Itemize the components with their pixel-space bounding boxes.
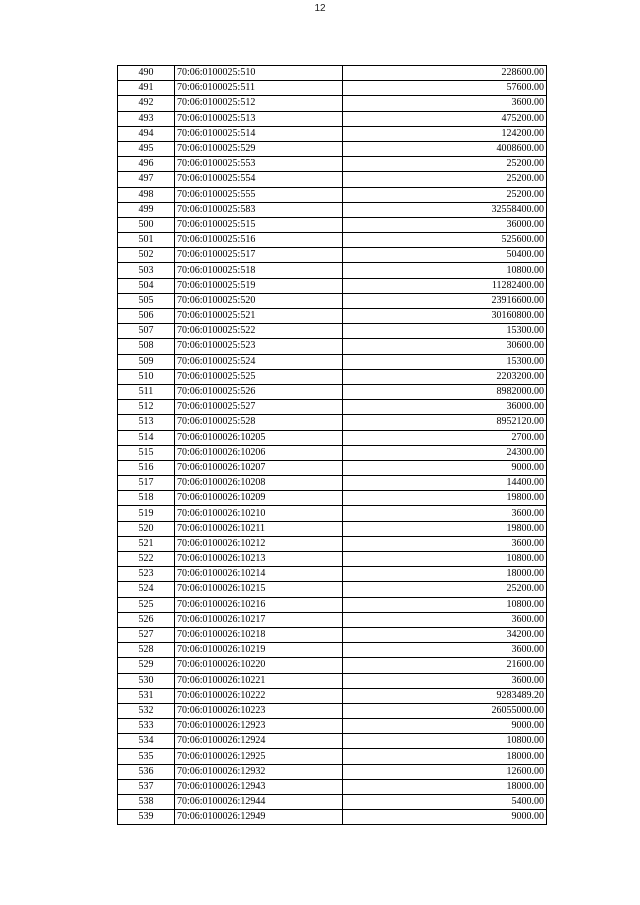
cadastral-number-cell: 70:06:0100025:519: [175, 278, 343, 293]
value-cell: 26055000.00: [343, 703, 547, 718]
cadastral-number-cell: 70:06:0100025:553: [175, 157, 343, 172]
cadastral-number-cell: 70:06:0100025:511: [175, 81, 343, 96]
table-row: [118, 339, 547, 354]
row-number-cell: 535: [118, 749, 175, 764]
value-cell: 3600.00: [343, 506, 547, 521]
cadastral-number-cell: 70:06:0100025:529: [175, 141, 343, 156]
table-row: [118, 627, 547, 642]
table-row: [118, 597, 547, 612]
value-cell: 9000.00: [343, 719, 547, 734]
cadastral-number-cell: 70:06:0100025:521: [175, 309, 343, 324]
cadastral-number-cell: 70:06:0100026:10207: [175, 460, 343, 475]
table-row: [118, 187, 547, 202]
value-cell: 3600.00: [343, 643, 547, 658]
cadastral-number-cell: 70:06:0100026:10211: [175, 521, 343, 536]
value-cell: 21600.00: [343, 658, 547, 673]
value-cell: 124200.00: [343, 126, 547, 141]
cadastral-number-cell: 70:06:0100025:555: [175, 187, 343, 202]
cadastral-number-cell: 70:06:0100025:583: [175, 202, 343, 217]
table-row: [118, 491, 547, 506]
value-cell: 30160800.00: [343, 309, 547, 324]
cadastral-number-cell: 70:06:0100025:514: [175, 126, 343, 141]
cadastral-number-cell: 70:06:0100025:526: [175, 384, 343, 399]
cadastral-number-cell: 70:06:0100025:517: [175, 248, 343, 263]
value-cell: 3600.00: [343, 612, 547, 627]
cadastral-number-cell: 70:06:0100026:12932: [175, 764, 343, 779]
cadastral-number-cell: 70:06:0100026:12943: [175, 779, 343, 794]
cadastral-number-cell: 70:06:0100026:10218: [175, 627, 343, 642]
table-row: [118, 521, 547, 536]
cadastral-number-cell: 70:06:0100026:12949: [175, 810, 343, 825]
cadastral-number-cell: 70:06:0100026:10213: [175, 552, 343, 567]
table-row: [118, 688, 547, 703]
table-row: [118, 369, 547, 384]
value-cell: 15300.00: [343, 354, 547, 369]
cadastral-number-cell: 70:06:0100026:10214: [175, 567, 343, 582]
table-row: [118, 476, 547, 491]
table-row: [118, 567, 547, 582]
cadastral-number-cell: 70:06:0100025:525: [175, 369, 343, 384]
table-row: [118, 172, 547, 187]
row-number-cell: 518: [118, 491, 175, 506]
row-number-cell: 517: [118, 476, 175, 491]
cadastral-number-cell: 70:06:0100025:524: [175, 354, 343, 369]
value-cell: 25200.00: [343, 172, 547, 187]
table-row: [118, 552, 547, 567]
table-row: [118, 810, 547, 825]
cadastral-number-cell: 70:06:0100026:10223: [175, 703, 343, 718]
cadastral-number-cell: 70:06:0100026:10221: [175, 673, 343, 688]
table-row: [118, 309, 547, 324]
table-row: [118, 384, 547, 399]
cadastral-number-cell: 70:06:0100025:515: [175, 217, 343, 232]
table-row: [118, 415, 547, 430]
row-number-cell: 505: [118, 293, 175, 308]
row-number-cell: 491: [118, 81, 175, 96]
value-cell: 5400.00: [343, 795, 547, 810]
table-row: [118, 66, 547, 81]
row-number-cell: 513: [118, 415, 175, 430]
table-row: [118, 764, 547, 779]
cadastral-number-cell: 70:06:0100025:522: [175, 324, 343, 339]
table-row: [118, 263, 547, 278]
value-cell: 10800.00: [343, 263, 547, 278]
row-number-cell: 492: [118, 96, 175, 111]
value-cell: 18000.00: [343, 779, 547, 794]
cadastral-number-cell: 70:06:0100025:520: [175, 293, 343, 308]
row-number-cell: 499: [118, 202, 175, 217]
cadastral-number-cell: 70:06:0100026:12944: [175, 795, 343, 810]
table-row: [118, 202, 547, 217]
row-number-cell: 523: [118, 567, 175, 582]
value-cell: 2700.00: [343, 430, 547, 445]
table-row: [118, 430, 547, 445]
value-cell: 10800.00: [343, 734, 547, 749]
value-cell: 3600.00: [343, 536, 547, 551]
value-cell: 8982000.00: [343, 384, 547, 399]
value-cell: 24300.00: [343, 445, 547, 460]
value-cell: 11282400.00: [343, 278, 547, 293]
cadastral-number-cell: 70:06:0100026:10219: [175, 643, 343, 658]
cadastral-number-cell: 70:06:0100026:10208: [175, 476, 343, 491]
cadastral-number-cell: 70:06:0100025:510: [175, 66, 343, 81]
value-cell: 12600.00: [343, 764, 547, 779]
cadastral-number-cell: 70:06:0100025:554: [175, 172, 343, 187]
row-number-cell: 493: [118, 111, 175, 126]
value-cell: 19800.00: [343, 521, 547, 536]
page-number: 12: [314, 3, 326, 14]
table-row: [118, 658, 547, 673]
row-number-cell: 501: [118, 233, 175, 248]
cadastral-number-cell: 70:06:0100025:523: [175, 339, 343, 354]
row-number-cell: 526: [118, 612, 175, 627]
row-number-cell: 539: [118, 810, 175, 825]
value-cell: 228600.00: [343, 66, 547, 81]
cadastral-number-cell: 70:06:0100026:12925: [175, 749, 343, 764]
row-number-cell: 533: [118, 719, 175, 734]
row-number-cell: 503: [118, 263, 175, 278]
row-number-cell: 496: [118, 157, 175, 172]
cadastral-number-cell: 70:06:0100025:513: [175, 111, 343, 126]
cadastral-number-cell: 70:06:0100026:10209: [175, 491, 343, 506]
row-number-cell: 508: [118, 339, 175, 354]
row-number-cell: 515: [118, 445, 175, 460]
row-number-cell: 519: [118, 506, 175, 521]
table-row: [118, 445, 547, 460]
value-cell: 25200.00: [343, 187, 547, 202]
row-number-cell: 529: [118, 658, 175, 673]
table-row: [118, 460, 547, 475]
table-row: [118, 779, 547, 794]
row-number-cell: 509: [118, 354, 175, 369]
table-row: [118, 293, 547, 308]
value-cell: 14400.00: [343, 476, 547, 491]
table-row: [118, 506, 547, 521]
table-row: [118, 354, 547, 369]
row-number-cell: 500: [118, 217, 175, 232]
row-number-cell: 528: [118, 643, 175, 658]
value-cell: 57600.00: [343, 81, 547, 96]
cadastral-number-cell: 70:06:0100026:10215: [175, 582, 343, 597]
row-number-cell: 507: [118, 324, 175, 339]
row-number-cell: 516: [118, 460, 175, 475]
row-number-cell: 512: [118, 400, 175, 415]
value-cell: 8952120.00: [343, 415, 547, 430]
table-row: [118, 126, 547, 141]
value-cell: 10800.00: [343, 552, 547, 567]
cadastral-number-cell: 70:06:0100026:10216: [175, 597, 343, 612]
cadastral-number-cell: 70:06:0100025:518: [175, 263, 343, 278]
value-cell: 15300.00: [343, 324, 547, 339]
cadastral-number-cell: 70:06:0100026:10217: [175, 612, 343, 627]
table-row: [118, 157, 547, 172]
value-cell: 32558400.00: [343, 202, 547, 217]
row-number-cell: 490: [118, 66, 175, 81]
table-row: [118, 582, 547, 597]
value-cell: 4008600.00: [343, 141, 547, 156]
value-cell: 525600.00: [343, 233, 547, 248]
row-number-cell: 511: [118, 384, 175, 399]
table-row: [118, 734, 547, 749]
table-row: [118, 248, 547, 263]
table-row: [118, 612, 547, 627]
row-number-cell: 510: [118, 369, 175, 384]
row-number-cell: 504: [118, 278, 175, 293]
value-cell: 9000.00: [343, 810, 547, 825]
table-row: [118, 703, 547, 718]
value-cell: 18000.00: [343, 749, 547, 764]
value-cell: 2203200.00: [343, 369, 547, 384]
row-number-cell: 514: [118, 430, 175, 445]
row-number-cell: 521: [118, 536, 175, 551]
table-row: [118, 233, 547, 248]
value-cell: 30600.00: [343, 339, 547, 354]
table-row: [118, 719, 547, 734]
table-row: [118, 400, 547, 415]
value-cell: 25200.00: [343, 582, 547, 597]
table-row: [118, 96, 547, 111]
table-row: [118, 278, 547, 293]
row-number-cell: 522: [118, 552, 175, 567]
table-row: [118, 324, 547, 339]
table-row: [118, 795, 547, 810]
value-cell: 36000.00: [343, 400, 547, 415]
value-cell: 9000.00: [343, 460, 547, 475]
value-cell: 19800.00: [343, 491, 547, 506]
table-row: [118, 217, 547, 232]
cadastral-number-cell: 70:06:0100026:10212: [175, 536, 343, 551]
row-number-cell: 497: [118, 172, 175, 187]
table-row: [118, 749, 547, 764]
value-cell: 23916600.00: [343, 293, 547, 308]
value-cell: 475200.00: [343, 111, 547, 126]
row-number-cell: 506: [118, 309, 175, 324]
row-number-cell: 502: [118, 248, 175, 263]
cadastral-number-cell: 70:06:0100025:527: [175, 400, 343, 415]
value-cell: 25200.00: [343, 157, 547, 172]
row-number-cell: 536: [118, 764, 175, 779]
row-number-cell: 520: [118, 521, 175, 536]
table-row: [118, 643, 547, 658]
row-number-cell: 524: [118, 582, 175, 597]
cadastral-number-cell: 70:06:0100026:10205: [175, 430, 343, 445]
cadastral-number-cell: 70:06:0100026:10210: [175, 506, 343, 521]
row-number-cell: 530: [118, 673, 175, 688]
row-number-cell: 527: [118, 627, 175, 642]
table-row: [118, 81, 547, 96]
table-row: [118, 673, 547, 688]
table-body: [118, 66, 547, 825]
value-cell: 9283489.20: [343, 688, 547, 703]
row-number-cell: 534: [118, 734, 175, 749]
row-number-cell: 531: [118, 688, 175, 703]
cadastral-number-cell: 70:06:0100025:512: [175, 96, 343, 111]
table-row: [118, 111, 547, 126]
value-cell: 3600.00: [343, 96, 547, 111]
value-cell: 10800.00: [343, 597, 547, 612]
value-cell: 36000.00: [343, 217, 547, 232]
table-row: [118, 536, 547, 551]
value-cell: 50400.00: [343, 248, 547, 263]
cadastral-number-cell: 70:06:0100026:10206: [175, 445, 343, 460]
value-cell: 3600.00: [343, 673, 547, 688]
cadastral-number-cell: 70:06:0100025:528: [175, 415, 343, 430]
row-number-cell: 537: [118, 779, 175, 794]
cadastral-value-table: [117, 65, 547, 825]
cadastral-number-cell: 70:06:0100026:10222: [175, 688, 343, 703]
table-row: [118, 141, 547, 156]
value-cell: 34200.00: [343, 627, 547, 642]
row-number-cell: 498: [118, 187, 175, 202]
cadastral-number-cell: 70:06:0100025:516: [175, 233, 343, 248]
row-number-cell: 525: [118, 597, 175, 612]
row-number-cell: 494: [118, 126, 175, 141]
row-number-cell: 495: [118, 141, 175, 156]
value-cell: 18000.00: [343, 567, 547, 582]
cadastral-number-cell: 70:06:0100026:12923: [175, 719, 343, 734]
cadastral-number-cell: 70:06:0100026:12924: [175, 734, 343, 749]
row-number-cell: 538: [118, 795, 175, 810]
cadastral-number-cell: 70:06:0100026:10220: [175, 658, 343, 673]
row-number-cell: 532: [118, 703, 175, 718]
